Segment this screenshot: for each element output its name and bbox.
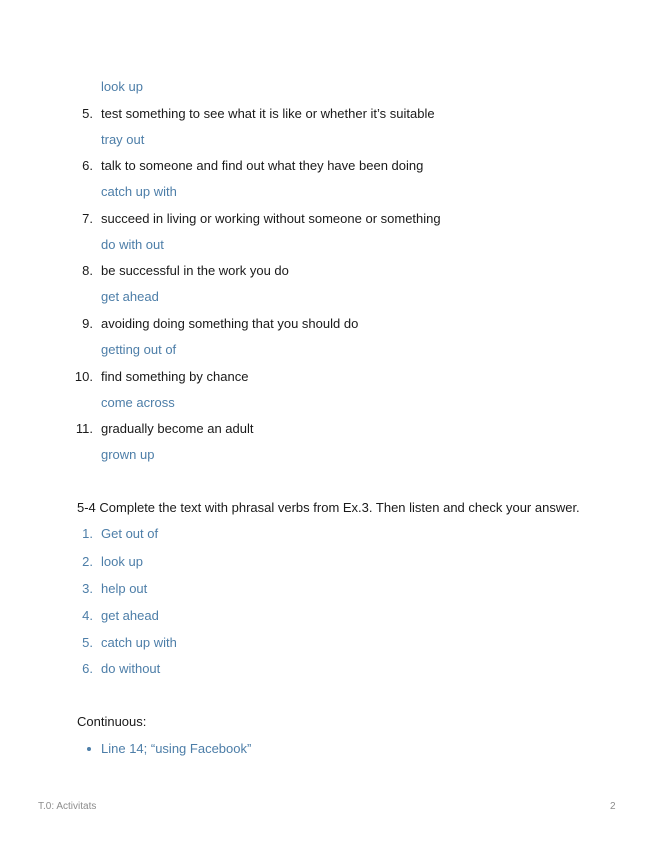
list-number: 5. [82, 106, 93, 121]
list-number: 6. [82, 158, 93, 173]
definition-text: avoiding doing something that you should do [101, 316, 359, 331]
answer-text: grown up [101, 447, 155, 462]
list-number: 2. [82, 554, 93, 569]
list-number: 9. [82, 316, 93, 331]
list-number: 10. [74, 369, 93, 384]
list-number: 11. [75, 421, 93, 436]
answer-text: look up [101, 554, 143, 569]
list-number: 3. [82, 581, 93, 596]
list-number: 8. [82, 263, 93, 278]
list-number: 1. [82, 526, 93, 541]
definition-text: find something by chance [101, 369, 249, 384]
definition-text: gradually become an adult [101, 421, 254, 436]
definition-text: be successful in the work you do [101, 263, 289, 278]
answer-text: help out [101, 581, 148, 596]
definition-text: talk to someone and find out what they have been doing [101, 158, 424, 173]
section-heading: Continuous: [77, 714, 147, 729]
answer-text: come across [101, 395, 175, 410]
page-number: 2 [610, 801, 616, 812]
answer-text: getting out of [101, 342, 177, 357]
answer-text: tray out [101, 132, 145, 147]
answer-text: do with out [101, 237, 164, 252]
list-number: 4. [82, 608, 93, 623]
list-number: 6. [82, 661, 93, 676]
answer-text: catch up with [101, 184, 177, 199]
list-number: 5. [82, 635, 93, 650]
answer-text: do without [101, 661, 161, 676]
answer-text: get ahead [101, 289, 159, 304]
answer-text: get ahead [101, 608, 159, 623]
footer-title: T.0: Activitats [38, 801, 97, 812]
exercise-instruction: 5-4 Complete the text with phrasal verbs from Ex.3. Then listen and check your answer. [77, 500, 580, 515]
bullet-text: Line 14; “using Facebook” [101, 741, 252, 756]
answer-text: look up [101, 79, 143, 94]
answer-text: Get out of [101, 526, 159, 541]
list-number: 7. [82, 211, 93, 226]
answer-text: catch up with [101, 635, 177, 650]
bullet-icon [87, 747, 91, 751]
definition-text: test something to see what it is like or whether it’s suitable [101, 106, 435, 121]
definition-text: succeed in living or working without someone or something [101, 211, 441, 226]
